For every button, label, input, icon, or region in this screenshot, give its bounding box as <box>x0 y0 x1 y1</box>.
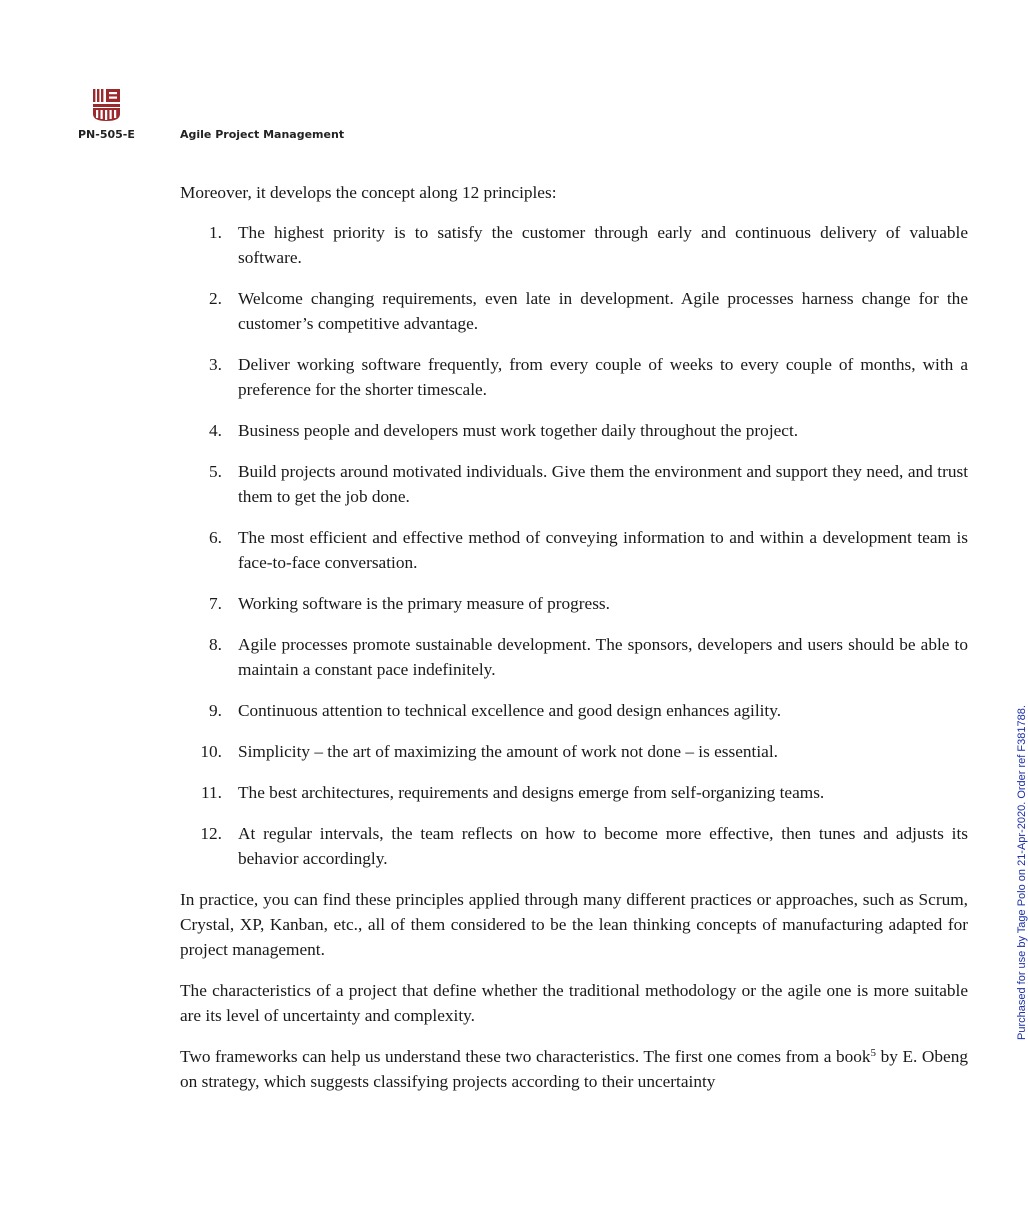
institution-logo-icon <box>92 88 124 122</box>
list-item-text: Welcome changing requirements, even late in development. Agile processes harness change for the customer’s competitive advantage. <box>238 289 968 333</box>
list-item <box>180 739 968 764</box>
list-item <box>180 525 968 575</box>
list-item-text: Deliver working software frequently, from every couple of weeks to every couple of months, with a preference for the shorter timescale. <box>238 355 968 399</box>
list-item <box>180 418 968 443</box>
list-item <box>180 632 968 682</box>
list-item-text: Continuous attention to technical excellence and good design enhances agility. <box>238 701 782 720</box>
list-item-text: Business people and developers must work together daily throughout the project. <box>238 421 799 440</box>
list-item <box>180 352 968 402</box>
list-item-number: 8. <box>209 635 222 654</box>
list-item-number: 7. <box>209 594 222 613</box>
list-item <box>180 780 968 805</box>
list-item-number: 3. <box>209 355 222 374</box>
list-item-text: The highest priority is to satisfy the customer through early and continuous delivery of valuable software. <box>238 223 968 267</box>
list-item <box>180 591 968 616</box>
page-body <box>180 180 968 1110</box>
document-code: PN-505-E <box>78 128 135 141</box>
list-item-number: 11. <box>201 783 222 802</box>
list-item <box>180 286 968 336</box>
principles-list <box>180 220 968 871</box>
footnote-marker[interactable]: 5 <box>870 1047 877 1059</box>
frameworks-text-end: by E. Obeng on strategy, which suggests classifying projects according to their uncertainty <box>180 1047 968 1091</box>
characteristics-paragraph: The characteristics of a project that define whether the traditional methodology or the agile one is more suitable are its level of uncertainty and complexity. <box>180 981 968 1025</box>
list-item <box>180 459 968 509</box>
list-item-text: Agile processes promote sustainable development. The sponsors, developers and users should be able to maintain a constant pace indefinitely. <box>238 635 968 679</box>
practice-paragraph: In practice, you can find these principles applied through many different practices or approaches, such as Scrum, Crystal, XP, Kanban, etc., all of them considered to be the lean thinking concepts of manufacturing adapted for project management. <box>180 890 968 959</box>
list-item-text: Working software is the primary measure of progress. <box>238 594 610 613</box>
purchase-watermark: Purchased for use by Tage Polo on 21-Apr-2020. Order ref F381788. <box>1016 705 1028 1040</box>
frameworks-text-start: Two frameworks can help us understand these two characteristics. The first one comes from a book <box>180 1047 871 1066</box>
list-item-number: 12. <box>200 824 222 843</box>
list-item-text: Build projects around motivated individuals. Give them the environment and support they need, and trust them to get the job done. <box>238 462 968 506</box>
list-item <box>180 821 968 871</box>
list-item-text: The best architectures, requirements and designs emerge from self-organizing teams. <box>238 783 825 802</box>
list-item-number: 6. <box>209 528 222 547</box>
list-item-number: 5. <box>209 462 222 481</box>
list-item-number: 9. <box>209 701 222 720</box>
list-item-text: At regular intervals, the team reflects on how to become more effective, then tunes and adjusts its behavior accordingly. <box>238 824 968 868</box>
list-item-text: The most efficient and effective method of conveying information to and within a development team is face-to-face conversation. <box>238 528 968 572</box>
document-title: Agile Project Management <box>180 128 345 141</box>
list-item-number: 4. <box>209 421 222 440</box>
list-item-number: 2. <box>209 289 222 308</box>
list-item-text: Simplicity – the art of maximizing the amount of work not done – is essential. <box>238 742 778 761</box>
list-item <box>180 220 968 270</box>
frameworks-paragraph <box>180 1044 968 1094</box>
list-item-number: 10. <box>200 742 222 761</box>
intro-paragraph: Moreover, it develops the concept along 12 principles: <box>180 183 557 202</box>
list-item <box>180 698 968 723</box>
list-item-number: 1. <box>209 223 222 242</box>
